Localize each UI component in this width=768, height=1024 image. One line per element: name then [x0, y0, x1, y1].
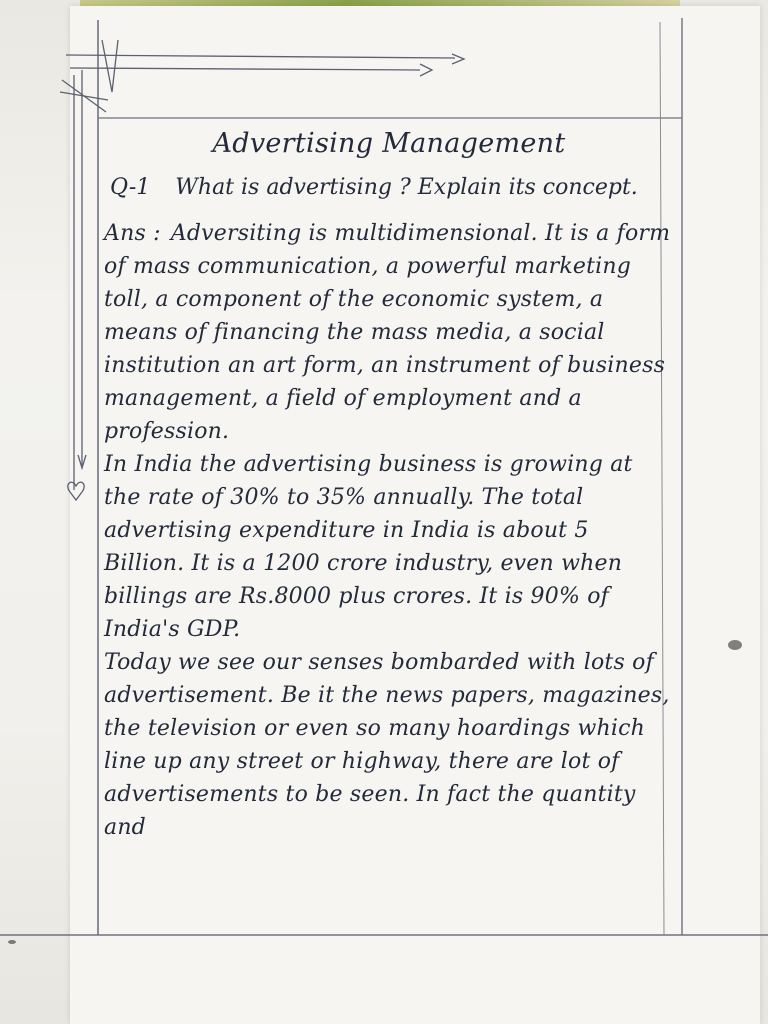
handwritten-content: [104, 110, 674, 844]
paragraph-text: Adversiting is multidimensional. It is a form of mass communication, a powerful marketing toll, a component of the economic system, a means of financing the mass media, a social institution an art form, an instrument of business management, a field of employment and a profession.: [104, 221, 671, 444]
heart-icon: [68, 482, 84, 500]
vertical-arrow-doodle: [74, 70, 86, 490]
question-text: What is advertising ? Explain its concept.: [175, 175, 638, 200]
question-number: Q-1: [110, 175, 151, 200]
question: [110, 173, 674, 203]
arrow-doodle: [60, 40, 464, 112]
ink-mark: [8, 940, 16, 944]
answer-paragraph-1: [104, 217, 674, 448]
answer: [104, 217, 674, 844]
page-title: Advertising Management: [212, 128, 566, 159]
answer-paragraph-2: In India the advertising business is growing at the rate of 30% to 35% annually. The total advertising expenditure in India is about 5 Billion. It is a 1200 crore industry, even when billings are Rs.8000 plus crores. It is 90% of India's GDP.: [104, 452, 633, 642]
answer-label: Ans :: [104, 221, 161, 246]
answer-paragraph-3: Today we see our senses bombarded with lots of advertisement. Be it the news papers, magazines, the television or even so many hoardings which line up any street or highway, there are lot of advertisements to be seen. In fact the quantity and: [104, 650, 670, 840]
ink-stain: [728, 640, 742, 650]
